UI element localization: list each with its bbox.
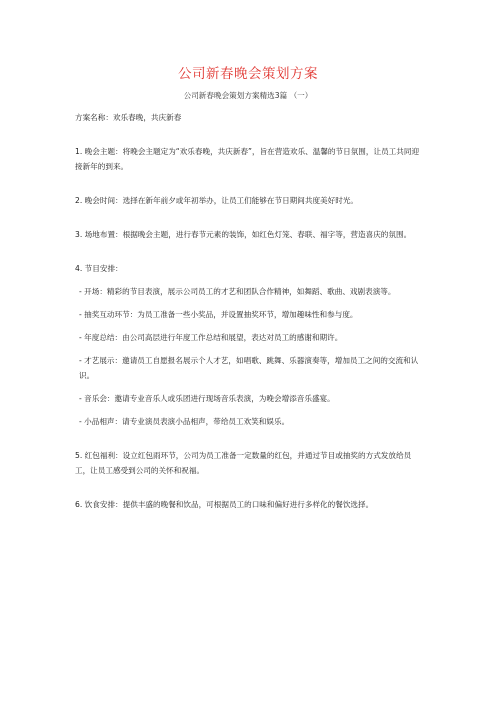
document-subtitle: 公司新春晚会策划方案精选3篇 （一） xyxy=(183,91,313,100)
program-concert: - 音乐会：邀请专业音乐人或乐团进行现场音乐表演，为晚会增添音乐盛宴。 xyxy=(79,394,335,403)
program-opening: - 开场：精彩的节目表演，展示公司员工的才艺和团队合作精神，如舞蹈、歌曲、戏剧表演等。 xyxy=(79,287,396,296)
document-title: 公司新春晚会策划方案 xyxy=(178,66,318,82)
program-summary: - 年度总结：由公司高层进行年度工作总结和展望，表达对员工的感谢和期许。 xyxy=(79,333,343,342)
item-catering: 6. 饮食安排：提供丰盛的晚餐和饮品，可根据员工的口味和偏好进行多样化的餐饮选择。 xyxy=(75,500,374,509)
item-program: 4. 节目安排： xyxy=(75,264,123,273)
item-venue: 3. 场地布置：根据晚会主题，进行春节元素的装饰，如红色灯笼、春联、福字等，营造喜庆的氛围。 xyxy=(75,230,412,239)
program-lottery: - 抽奖互动环节：为员工准备一些小奖品，并设置抽奖环节，增加趣味性和参与度。 xyxy=(79,310,358,319)
program-comedy: - 小品相声：请专业演员表演小品相声，带给员工欢笑和娱乐。 xyxy=(79,417,290,426)
plan-name: 方案名称：欢乐春晚，共庆新春 xyxy=(75,113,182,122)
document-body xyxy=(75,110,420,512)
program-talent: - 才艺展示：邀请员工自愿报名展示个人才艺，如唱歌、跳舞、乐器演奏等，增加员工之间的交流和认识。 xyxy=(79,356,419,380)
item-red-envelope: 5. 红包福利：设立红包雨环节，公司为员工准备一定数量的红包，并通过节目或抽奖的方式发放给员工，让员工感受到公司的关怀和祝福。 xyxy=(75,451,412,475)
item-theme: 1. 晚会主题：将晚会主题定为“欢乐春晚，共庆新春”，旨在营造欢乐、温馨的节日氛围，让员工共同迎接新年的到来。 xyxy=(75,147,420,171)
item-time: 2. 晚会时间：选择在新年前夕或年初举办，让员工们能够在节日期间共度美好时光。 xyxy=(75,196,359,205)
